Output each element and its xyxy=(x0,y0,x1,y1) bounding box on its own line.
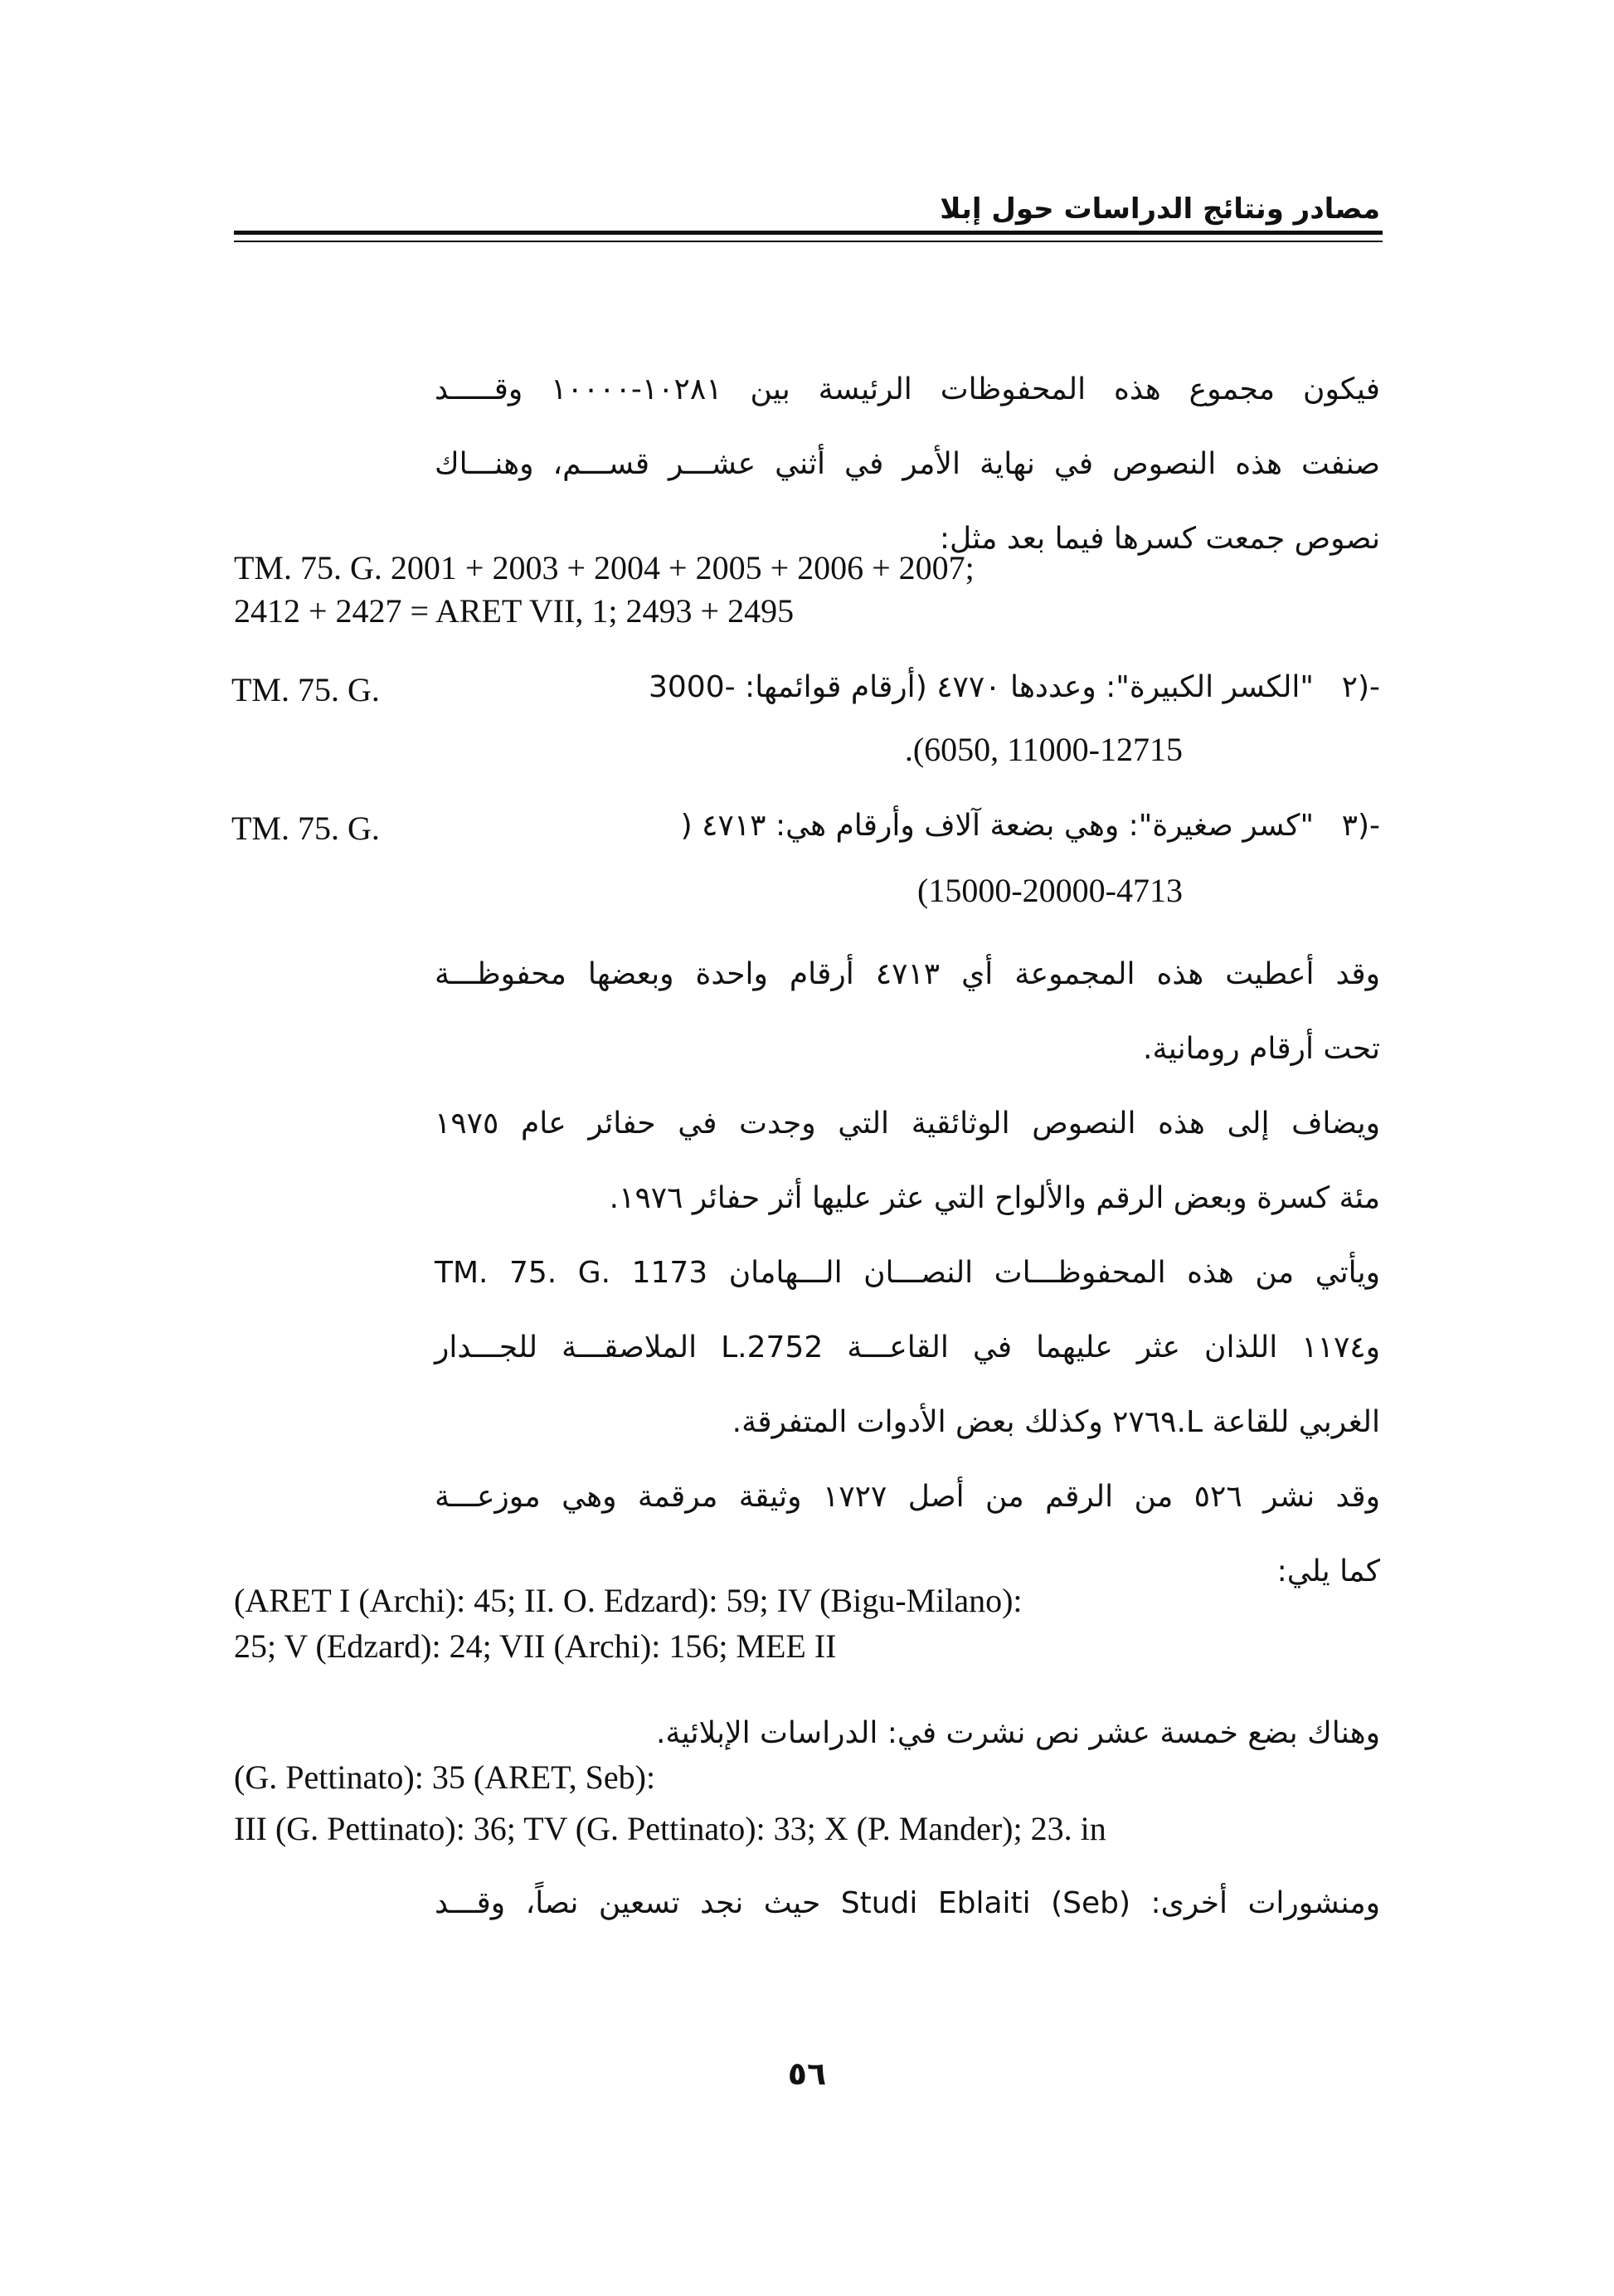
paragraph-line: وقد أعطيت هذه المجموعة أي ٤٧١٣ أرقام واحدة وبعضها محفوظـــة xyxy=(435,957,1380,991)
list-item-latin: TM. 75. G. xyxy=(231,810,380,847)
latin-citation: TM. 75. G. 2001 + 2003 + 2004 + 2005 + 2006 + 2007; xyxy=(234,549,975,586)
paragraph-line: و١١٧٤ اللذان عثر عليهما في القاعـــة L.2752 الملاصقـــة للجـــدار xyxy=(435,1330,1381,1364)
page-number: ٥٦ xyxy=(787,2055,827,2092)
latin-citation: (ARET I (Archi): 45; II. O. Edzard): 59; IV (Bigu-Milano): xyxy=(234,1582,1023,1619)
list-item-continuation: (15000-20000-4713 xyxy=(917,872,1183,909)
paragraph-line: ومنشورات أخرى: Studi Eblaiti (Seb) حيث نجد تسعين نصاً، وقـــد xyxy=(435,1886,1380,1920)
paragraph-line: وقد نشر ٥٢٦ من الرقم من أصل ١٧٢٧ وثيقة مرقمة وهي موزعـــة xyxy=(435,1480,1380,1514)
paragraph-line: نصوص جمعت كسرها فيما بعد مثل: xyxy=(939,522,1380,556)
paragraph-line: ويأتي من هذه المحفوظـــات النصـــان الـــهامان TM. 75. G. 1173 xyxy=(435,1256,1380,1290)
list-marker: ٢)- xyxy=(1341,670,1380,704)
list-item-text: "الكسر الكبيرة": وعددها ٤٧٧٠ (أرقام قوائمها: -3000 xyxy=(649,670,1314,704)
list-item xyxy=(231,670,1380,720)
list-marker: ٣)- xyxy=(1341,809,1380,843)
paragraph-line: الغربي للقاعة L.٢٧٦٩ وكذلك بعض الأدوات المتفرقة. xyxy=(732,1405,1380,1439)
paragraph-line: كما يلي: xyxy=(1276,1554,1380,1588)
list-item-text: "كسر صغيرة": وهي بضعة آلاف وأرقام هي: ٤٧١٣ ( xyxy=(680,809,1314,843)
list-item-continuation: .(6050, 11000-12715 xyxy=(904,731,1183,768)
header-rule xyxy=(234,231,1383,235)
latin-citation: 2412 + 2427 = ARET VII, 1; 2493 + 2495 xyxy=(234,592,795,630)
latin-citation: 25; V (Edzard): 24; VII (Archi): 156; MEE II xyxy=(234,1627,837,1665)
list-item-latin: TM. 75. G. xyxy=(231,671,380,708)
running-header: مصادر ونتائج الدراسات حول إبلا xyxy=(940,192,1380,226)
latin-citation: III (G. Pettinato): 36; TV (G. Pettinato): 33; X (P. Mander); 23. in xyxy=(234,1810,1106,1847)
paragraph-line: ويضاف إلى هذه النصوص الوثائقية التي وجدت في حفائر عام ١٩٧٥ xyxy=(435,1107,1380,1141)
list-item xyxy=(231,809,1380,859)
paragraph-line: وهناك بضع خمسة عشر نص نشرت في: الدراسات الإبلائية. xyxy=(655,1716,1380,1750)
paragraph-line: مئة كسرة وبعض الرقم والألواح التي عثر عليها أثر حفائر ١٩٧٦. xyxy=(609,1181,1380,1215)
paragraph-line: صنفت هذه النصوص في نهاية الأمر في أثني عشـــر قســـم، وهنـــاك xyxy=(435,447,1380,481)
header-rule-thin xyxy=(234,241,1383,242)
latin-citation: (G. Pettinato): 35 (ARET, Seb): xyxy=(234,1758,656,1796)
paragraph-line: تحت أرقام رومانية. xyxy=(1143,1032,1380,1066)
paragraph-line: فيكون مجموع هذه المحفوظات الرئيسة بين ١٠٢٨١-١٠٠٠٠ وقـــــد xyxy=(435,372,1380,406)
